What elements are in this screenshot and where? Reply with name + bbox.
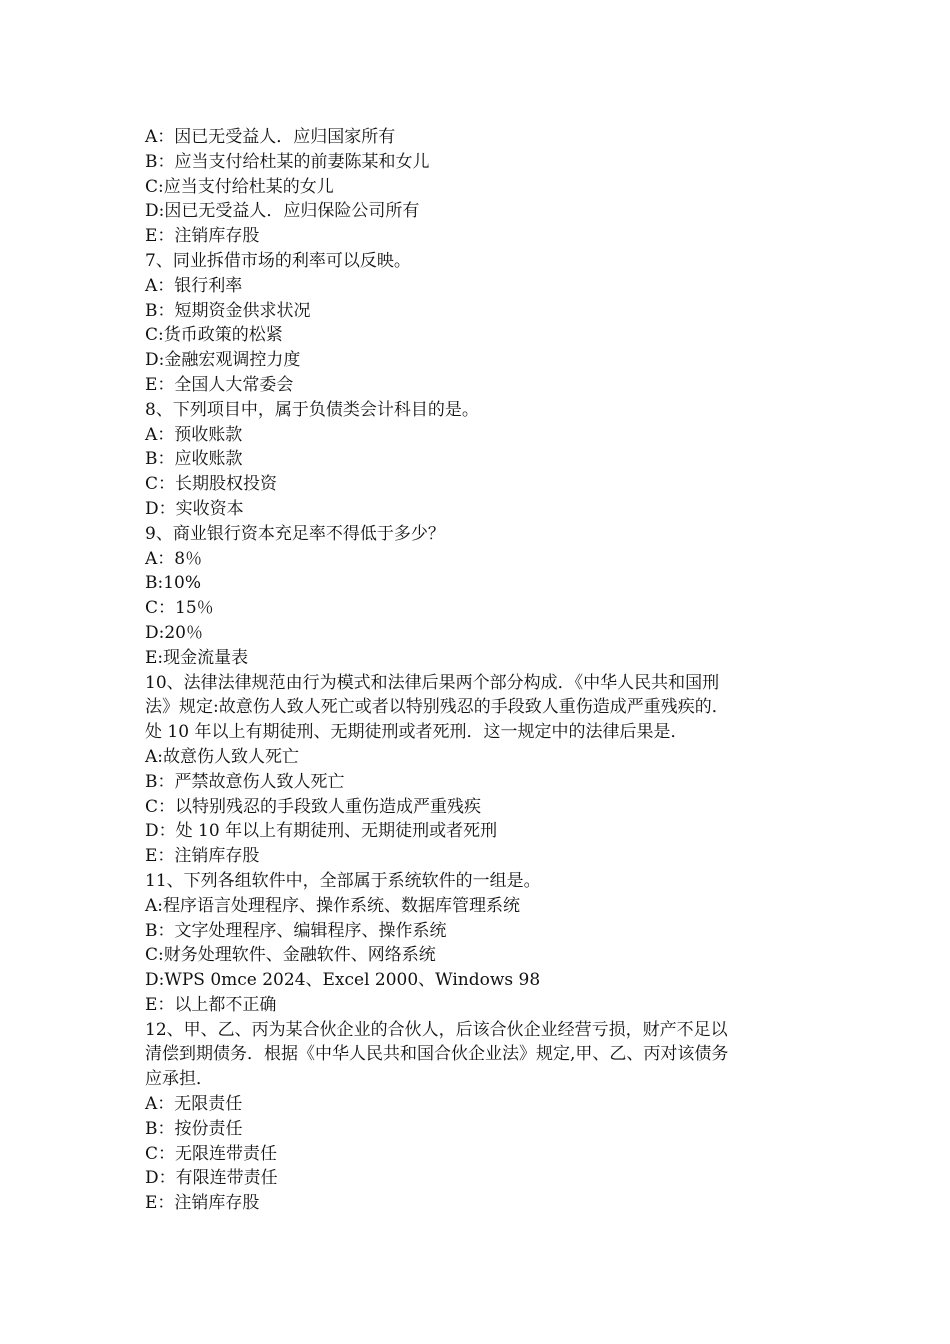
question-12-line: 清偿到期债务．根据《中华人民共和国合伙企业法》规定,甲、乙、丙对该债务	[145, 1044, 729, 1065]
text-line: E：注销库存股	[145, 846, 260, 867]
text-line: A:程序语言处理程序、操作系统、数据库管理系统	[145, 895, 521, 916]
question-7-line: 7、同业拆借市场的利率可以反映。	[145, 250, 411, 271]
question-10-line: 法》规定:故意伤人致人死亡或者以特别残忍的手段致人重伤造成严重残疾的．	[145, 697, 729, 718]
text-line: C:货币政策的松紧	[145, 325, 283, 346]
text-line: A：无限责任	[145, 1094, 243, 1115]
text-line: B：应当支付给杜某的前妻陈某和女儿	[145, 151, 430, 172]
text-line: B：严禁故意伤人致人死亡	[145, 771, 345, 792]
question-10-line: 10、法律法律规范由行为模式和法律后果两个部分构成．《中华人民共和国刑	[145, 672, 720, 693]
question-10-line: 处 10 年以上有期徒刑、无期徒刑或者死刑．这一规定中的法律后果是．	[145, 722, 688, 743]
text-line: B:10%	[145, 573, 202, 594]
text-line: C：无限连带责任	[145, 1143, 278, 1164]
text-line: D:因已无受益人．应归保险公司所有	[145, 201, 420, 222]
text-line: A：预收账款	[145, 424, 243, 445]
text-line: E：注销库存股	[145, 1193, 260, 1214]
text-line: B：应收账款	[145, 449, 243, 470]
text-line: B：文字处理程序、编辑程序、操作系统	[145, 920, 447, 941]
text-line: A：8％	[145, 548, 203, 569]
document-body	[145, 125, 810, 1216]
text-line: D：处 10 年以上有期徒刑、无期徒刑或者死刑	[145, 821, 498, 842]
text-line: D：有限连带责任	[145, 1168, 278, 1189]
text-line: C：15％	[145, 598, 214, 619]
text-line: D:金融宏观调控力度	[145, 350, 301, 371]
text-line: D：实收资本	[145, 498, 244, 519]
question-8-line: 8、下列项目中，属于负债类会计科目的是。	[145, 399, 479, 420]
text-line: A：银行利率	[145, 275, 243, 296]
text-line: C：长期股权投资	[145, 474, 278, 495]
text-line: B：按份责任	[145, 1118, 243, 1139]
text-line: E：注销库存股	[145, 226, 260, 247]
text-line: C:财务处理软件、金融软件、网络系统	[145, 945, 436, 966]
text-line: C:应当支付给杜某的女儿	[145, 176, 334, 197]
text-line: C：以特别残忍的手段致人重伤造成严重残疾	[145, 796, 482, 817]
text-line: D:20％	[145, 622, 203, 643]
text-line: E：全国人大常委会	[145, 374, 294, 395]
text-line: E：以上都不正确	[145, 994, 277, 1015]
text-line: E:现金流量表	[145, 647, 249, 668]
question-9-line: 9、商业银行资本充足率不得低于多少？	[145, 523, 445, 544]
question-12-line: 12、甲、乙、丙为某合伙企业的合伙人，后该合伙企业经营亏损，财产不足以	[145, 1019, 728, 1040]
text-line: D:WPS 0mce 2024、Excel 2000、Windows 98	[145, 970, 541, 991]
question-11-line: 11、下列各组软件中，全部属于系统软件的一组是。	[145, 870, 541, 891]
text-line: A：因已无受益人．应归国家所有	[145, 127, 396, 147]
question-12-line: 应承担．	[145, 1069, 213, 1090]
text-line: A:故意伤人致人死亡	[145, 746, 300, 767]
text-line: B：短期资金供求状况	[145, 300, 311, 321]
